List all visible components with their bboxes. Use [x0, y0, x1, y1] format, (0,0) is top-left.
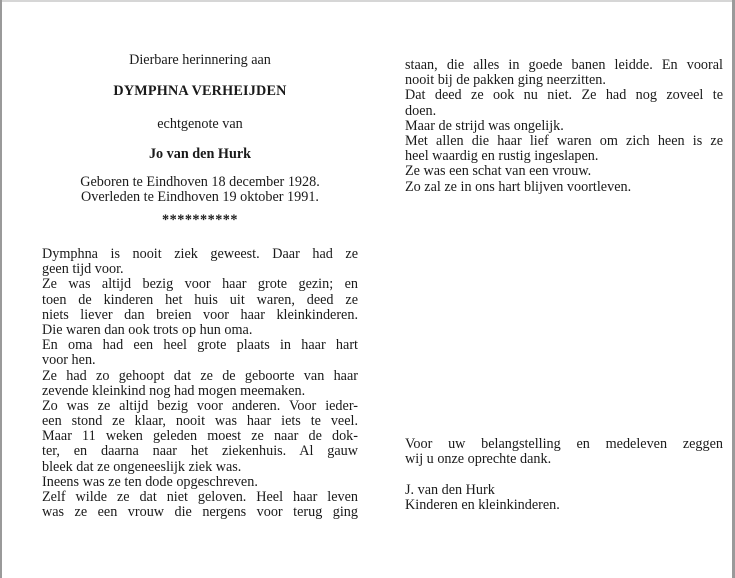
- text-line: heel waardig en rustig ingeslapen.: [405, 148, 599, 165]
- text-line: Zelf wilde ze dat niet geloven. Heel haar leven: [42, 490, 358, 505]
- text-line: zevende kleinkind nog had mogen meemaken.: [42, 382, 306, 399]
- signer-family: Kinderen en kleinkinderen.: [405, 497, 560, 514]
- spouse-name: Jo van den Hurk: [148, 146, 252, 162]
- text-line: Zo was ze altijd bezig voor anderen. Voor ieder-: [42, 398, 358, 414]
- page-left-edge: [0, 0, 2, 578]
- separator-stars: **********: [162, 212, 238, 228]
- text-line: niets liever dan breien voor haar kleinkinderen.: [42, 307, 358, 323]
- right-body-text: [405, 58, 723, 195]
- text-line: Ze was altijd bezig voor haar grote gezin; en: [42, 277, 358, 293]
- text-line: wij u onze oprechte dank.: [405, 451, 552, 468]
- relation-label: echtgenote van: [157, 116, 243, 132]
- text-line: toen de kinderen het huis uit waren, deed ze: [42, 292, 358, 308]
- life-dates: [42, 175, 358, 205]
- text-line: Met allen die haar lief waren om zich heen is ze: [405, 133, 723, 149]
- text-line: Zo zal ze in ons hart blijven voortleven.: [405, 178, 632, 195]
- text-line: Maar 11 weken geleden moest ze naar de dok-: [42, 429, 358, 445]
- text-line: Dymphna is nooit ziek geweest. Daar had ze: [42, 247, 358, 262]
- thanks-text: [405, 437, 723, 467]
- right-page: [405, 0, 723, 578]
- text-line: was ze een vrouw die nergens voor terug ging: [42, 505, 358, 521]
- text-line: geen tijd voor.: [42, 261, 124, 278]
- text-line: En oma had een heel grote plaats in haar hart: [42, 338, 358, 354]
- death-line: Overleden te Eindhoven 19 oktober 1991.: [81, 189, 319, 205]
- text-line: Ineens was ze ten dode opgeschreven.: [42, 473, 258, 490]
- text-line: bleek dat ze ongeneeslijk ziek was.: [42, 458, 242, 475]
- text-line: Dat deed ze ook nu niet. Ze had nog zoveel te: [405, 88, 723, 104]
- text-line: Ze was een schat van een vrouw.: [405, 163, 592, 180]
- text-line: Maar de strijd was ongelijk.: [405, 117, 564, 134]
- text-line: ter, en daarna naar het ziekenhuis. Al gauw: [42, 444, 358, 460]
- deceased-name: DYMPHNA VERHEIJDEN: [113, 83, 287, 99]
- signature-block: [405, 483, 723, 513]
- text-line: staan, die alles in goede banen leidde. En vooral: [405, 58, 723, 73]
- left-page: [42, 0, 358, 578]
- text-line: Voor uw belangstelling en medeleven zeggen: [405, 437, 723, 452]
- memorial-intro: Dierbare herinnering aan: [129, 52, 271, 68]
- text-line: Die waren dan ook trots op hun oma.: [42, 321, 253, 338]
- text-line: doen.: [405, 102, 437, 119]
- text-line: een stond ze klaar, nooit was haar iets te veel.: [42, 414, 358, 430]
- birth-line: Geboren te Eindhoven 18 december 1928.: [80, 174, 320, 190]
- left-body-text: [42, 247, 358, 520]
- text-line: voor hen.: [42, 352, 96, 369]
- text-line: nooit bij de pakken ging neerzitten.: [405, 72, 606, 89]
- signer-name: J. van den Hurk: [405, 482, 495, 498]
- text-line: Ze had zo gehoopt dat ze de geboorte van haar: [42, 368, 358, 384]
